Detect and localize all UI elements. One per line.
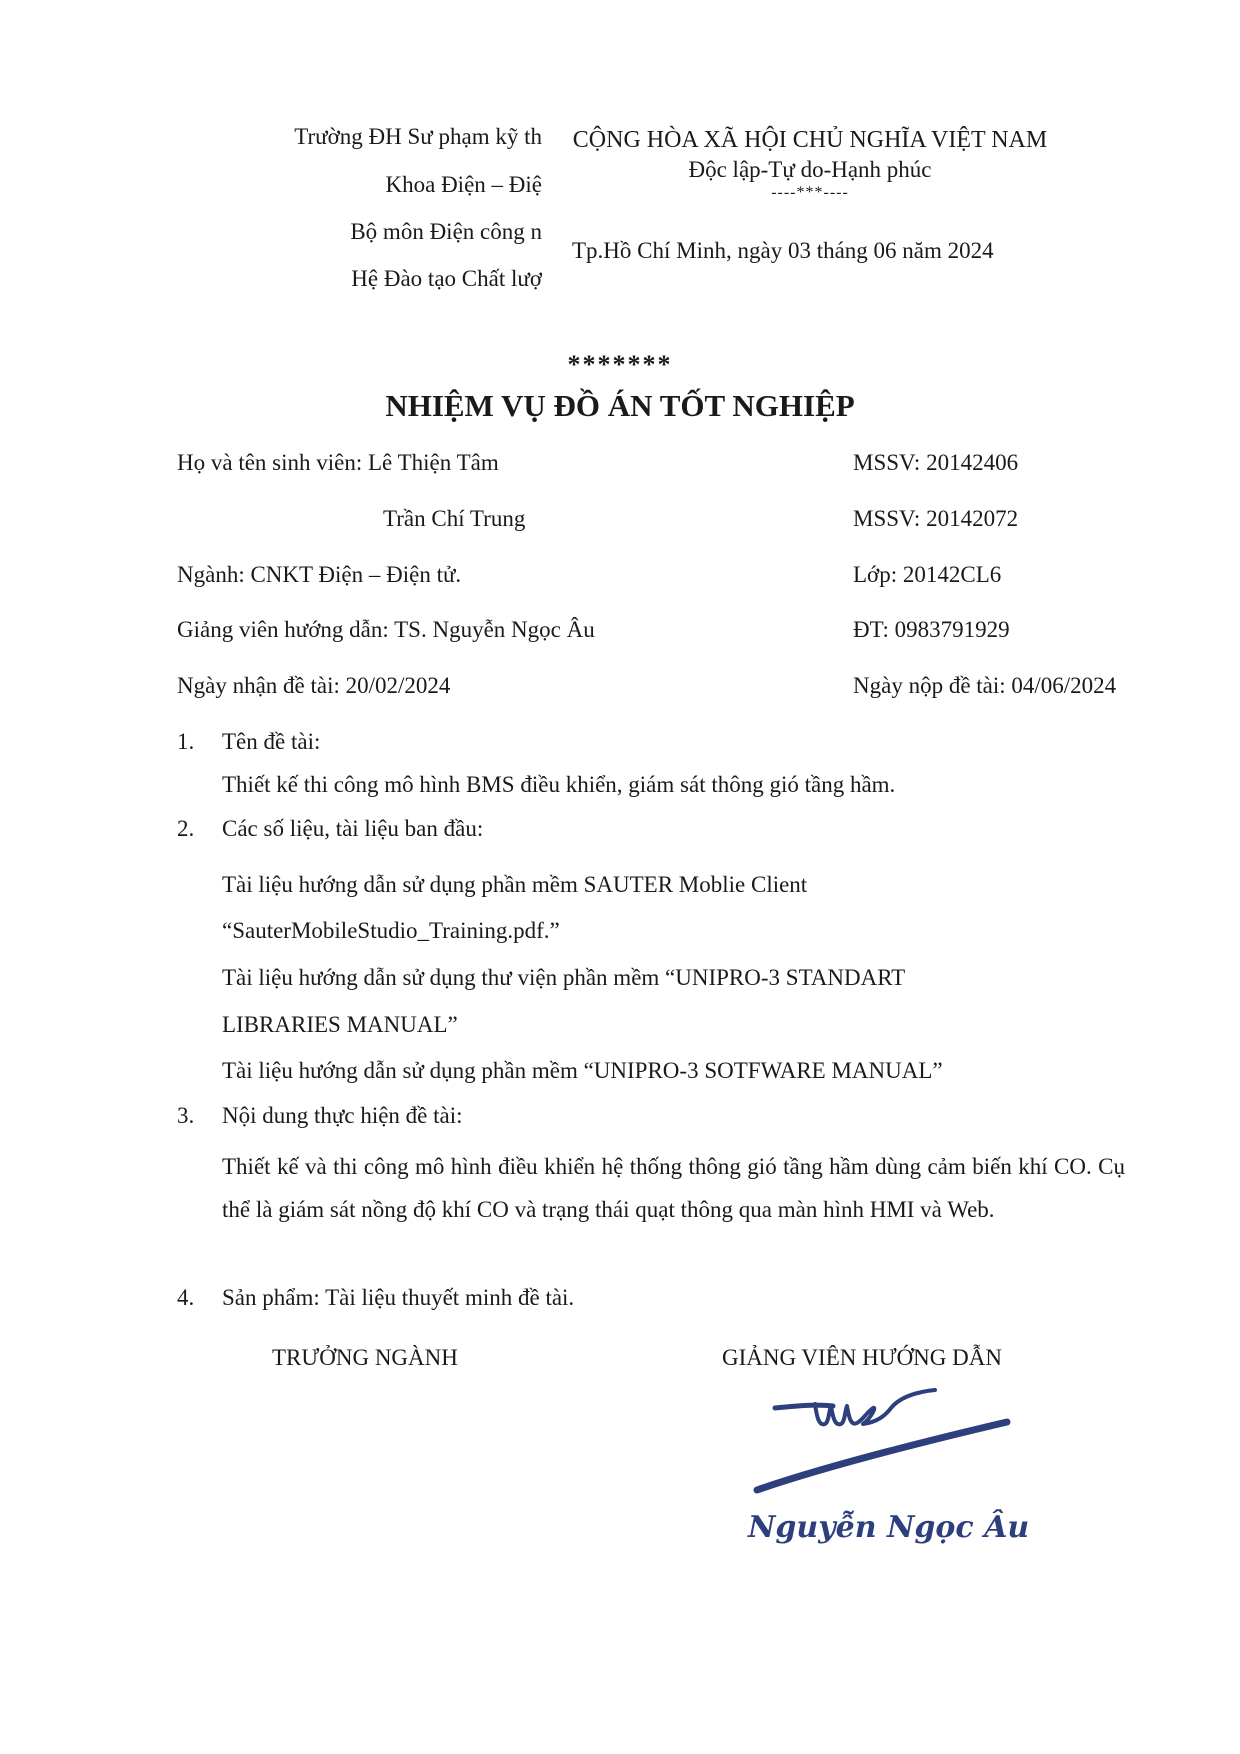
major: Ngành: CNKT Điện – Điện tử. <box>177 562 462 587</box>
advisor: Giảng viên hướng dẫn: TS. Nguyễn Ngọc Âu <box>177 617 595 642</box>
advisor-signature-name: Nguyễn Ngọc Âu <box>748 1510 1030 1545</box>
student1-name: Họ và tên sinh viên: Lê Thiện Tâm <box>177 450 499 475</box>
item-2-line-1: Tài liệu hướng dẫn sử dụng phần mềm SAUTER Moblie Client <box>222 872 808 897</box>
faculty-name: Khoa Điện – Điệ <box>385 172 542 197</box>
item-4-text: Sản phẩm: Tài liệu thuyết minh đề tài. <box>222 1285 575 1310</box>
student1-id: MSSV: 20142406 <box>853 450 1019 475</box>
item-2-line-4: LIBRARIES MANUAL” <box>222 1012 458 1037</box>
received-date: Ngày nhận đề tài: 20/02/2024 <box>177 673 451 698</box>
item-2-line-2: “SauterMobileStudio_Training.pdf.” <box>222 918 560 943</box>
class: Lớp: 20142CL6 <box>853 562 1002 587</box>
program-name: Hệ Đào tạo Chất lượ <box>351 266 542 291</box>
document-title: NHIỆM VỤ ĐỒ ÁN TỐT NGHIỆP <box>385 388 855 423</box>
advisor-title: GIẢNG VIÊN HƯỚNG DẪN <box>722 1345 1002 1370</box>
item-1-text: Thiết kế thi công mô hình BMS điều khiển, giám sát thông gió tầng hầm. <box>222 772 896 797</box>
motto-stars: ----***---- <box>771 184 849 201</box>
nation-motto: Độc lập-Tự do-Hạnh phúc <box>688 157 932 182</box>
department-name: Bộ môn Điện công n <box>350 219 542 244</box>
item-1-number: 1. <box>177 729 195 754</box>
item-1-title: Tên đề tài: <box>222 729 321 754</box>
head-of-major-title: TRƯỞNG NGÀNH <box>272 1345 458 1370</box>
separator-stars: ******* <box>567 350 673 379</box>
item-4-number: 4. <box>177 1285 195 1310</box>
item-3-text: Thiết kế và thi công mô hình điều khiển hệ thống thông gió tầng hầm dùng cảm biến khí CO. Cụ thể là giám sát nồng độ khí CO và trạng thái quạt thông qua màn hình HMI và Web. <box>222 1154 1125 1222</box>
item-2-title: Các số liệu, tài liệu ban đầu: <box>222 816 484 841</box>
submit-date: Ngày nộp đề tài: 04/06/2024 <box>853 673 1117 698</box>
item-2-line-3: Tài liệu hướng dẫn sử dụng thư viện phần mềm “UNIPRO-3 STANDART <box>222 965 906 990</box>
nation-header <box>545 124 1075 202</box>
advisor-phone: ĐT: 0983791929 <box>853 617 1010 642</box>
city-date: Tp.Hồ Chí Minh, ngày 03 tháng 06 năm 2024 <box>572 238 994 263</box>
item-3-title: Nội dung thực hiện đề tài: <box>222 1103 463 1128</box>
item-3-number: 3. <box>177 1103 195 1128</box>
nation-title: CỘNG HÒA XÃ HỘI CHỦ NGHĨA VIỆT NAM <box>572 127 1048 153</box>
school-name: Trường ĐH Sư phạm kỹ th <box>294 124 542 149</box>
item-2-number: 2. <box>177 816 195 841</box>
item-2-line-5: Tài liệu hướng dẫn sử dụng phần mềm “UNIPRO-3 SOTFWARE MANUAL” <box>222 1058 943 1083</box>
student2-id: MSSV: 20142072 <box>853 506 1019 531</box>
student2-name: Trần Chí Trung <box>383 506 526 531</box>
